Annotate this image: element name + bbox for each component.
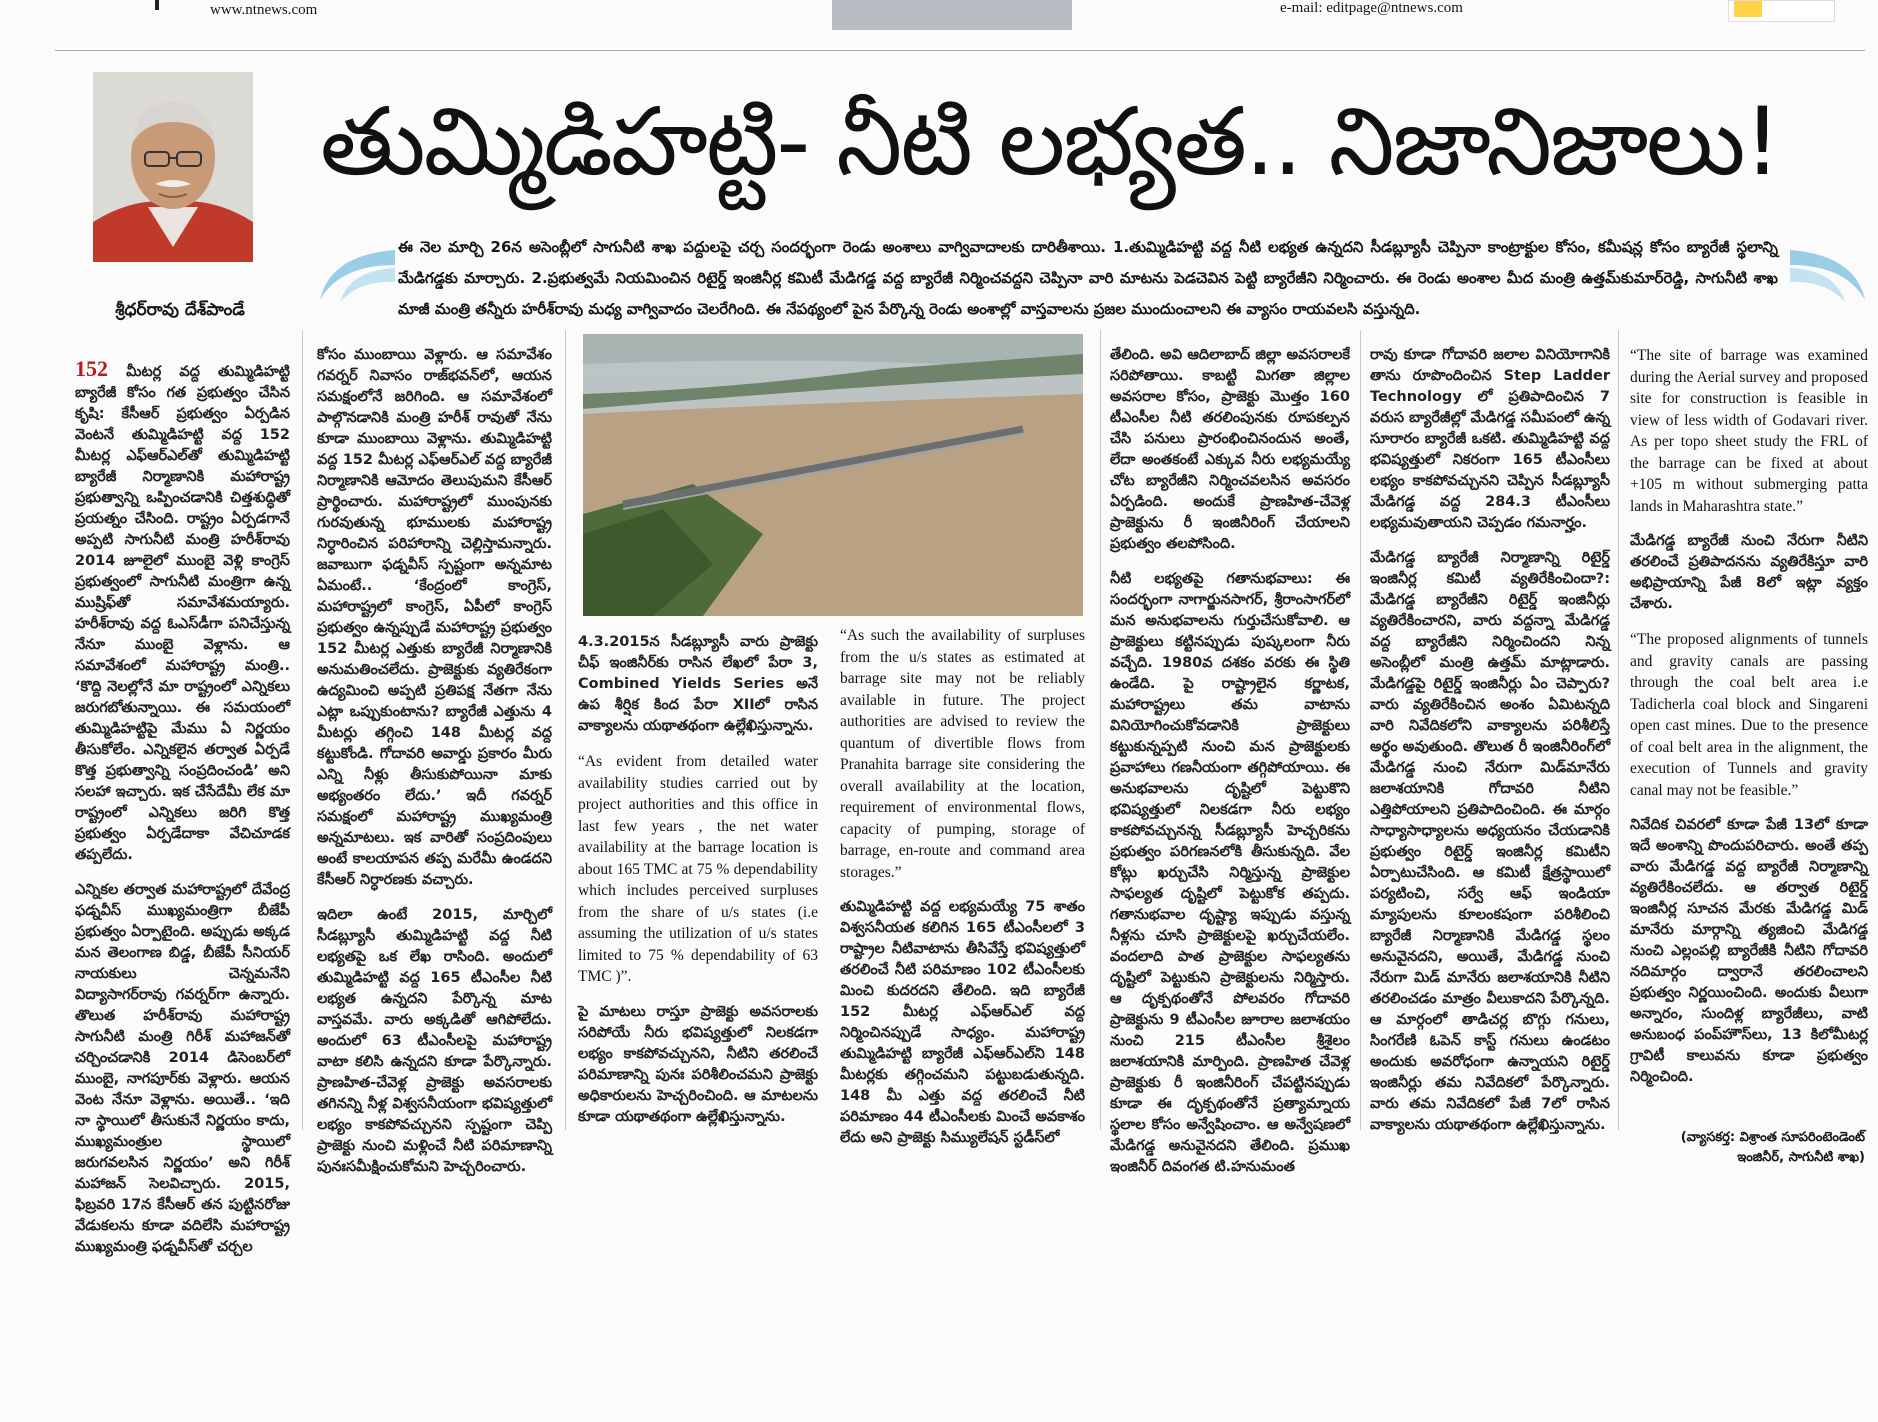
dropcap-number: 152 bbox=[75, 356, 108, 381]
article-intro: ఈ నెల మార్చి 26న అసెంబ్లీలో సాగునీటి శాఖ పద్దులపై చర్చ సందర్భంగా రెండు అంశాలు వాగ్వివాదాలకు దారితీశాయి. 1.తుమ్మిడిహట్టి వద్ద నీటి లభ్యత ఉన్నదని సీడబ్ల్యూసీ చెప్పినా కాంట్రాక్టుల కోసం, కమీషన్ల కోసం బ్యారేజీ స్థలాన్ని మేడిగడ్డకు మార్చారు. 2.ప్రభుత్వమే నియమించిన రిటైర్డ్ ఇంజినీర్ల కమిటీ మేడిగడ్డ వద్ద బ్యారేజీ నిర్మించవద్దని చెప్పినా వారి మాటను పెడచెవిన పెట్టి బ్యారేజీని నిర్మించారు. ఈ రెండు అంశాల మీద మంత్రి ఉత్తమ్‌కుమార్‌రెడ్డి, సాగునీటి శాఖ మాజీ మంత్రి తన్నీరు హరీశ్‌రావు మధ్య వాగ్వివాదం చెలరేగింది. ఈ నేపథ్యంలో పైన పేర్కొన్న రెండు అంశాల్లో వాస్తవాలను ప్రజల ముందుంచాలని ఈ వ్యాసం రాయవలసి వస్తున్నది. bbox=[398, 238, 1778, 318]
paragraph: తేలింది. అవి ఆదిలాబాద్ జిల్లా అవసరాలకే సరిపోతాయి. కాబట్టి మిగతా జిల్లాల అవసరాల కోసం, ప్రాజెక్టు మొత్తం 160 టీఎంసీల నీటి తరలింపునకు రూపకల్పన చేసి పనులు ప్రారంభించినందున అంతే, లేదా అంతకంటే ఎక్కువ నీరు లభ్యమయ్యే చోట బ్యారేజీని నిర్మించవలసిన అవసరం ఏర్పడింది. అందుకే ప్రాణహిత-చేవెళ్ల ప్రాజెక్టును రీ ఇంజినీరింగ్ చేయాలని ప్రభుత్వం తలపోసింది. bbox=[1110, 347, 1350, 552]
masthead-logo-box bbox=[1728, 0, 1835, 22]
column-rule bbox=[1618, 330, 1619, 1130]
quote-paragraph: “The site of barrage was examined during the Aerial survey and proposed site for construction is feasible in view of less width of Godavari river. As per topo sheet study the FRL of the barrage can be fixed at about +105 m without submerging patta lands in Maharashtra state.” bbox=[1630, 347, 1868, 515]
article-column-7 bbox=[1630, 345, 1868, 1120]
quote-paragraph: “As such the availability of surpluses from the u/s states as estimated at barrage site may not be reliably available in future. The project authorities are advised to review the quantum of divertible flows from Pranahita barrage site considering the overall availability at the location, requirement of environmental flows, capacity of pumping, storage of barrage, en-route and command area storages.” bbox=[840, 627, 1085, 881]
left-swoosh-icon bbox=[310, 240, 400, 310]
column-rule bbox=[302, 330, 303, 1130]
masthead-strip bbox=[0, 0, 1878, 30]
author-credit-line-1: (వ్యాసకర్త: విశ్రాంత సూపరింటెండెంట్ bbox=[1680, 1130, 1865, 1145]
logo-icon bbox=[1734, 1, 1762, 17]
paragraph: ఇదిలా ఉంటే 2015, మార్చిలో సీడబ్ల్యూసీ తుమ్మిడిహట్టి వద్ద నీటి లభ్యతపై ఒక లేఖ రాసింది. అందులో తుమ్మిడిహట్టి వద్ద 165 టీఎంసీల నీటి లభ్యత ఉన్నదని పేర్కొన్న మాట వాస్తవమే. వారు అక్కడితో ఆగిపోలేదు. అందులో 63 టీఎంసీలపై మహారాష్ట్ర వాటా కలిసి ఉన్నదని కూడా పేర్కొన్నారు. ప్రాణహిత-చేవెళ్ల ప్రాజెక్టు అవసరాలకు తగినన్ని నీళ్ల విశ్వసనీయంగా భవిష్యత్తులో లభ్యం కాకపోవచ్చునని స్పష్టంగా చెప్పి ప్రాజెక్టు నుంచి మళ్లించే నీటి పరిమాణాన్ని పునఃసమీక్షించుకోమని హెచ్చరించారు. bbox=[317, 907, 552, 1175]
article-column-5 bbox=[1110, 345, 1350, 1175]
article-column-2 bbox=[317, 345, 552, 1175]
author-credit-line-2: ఇంజినీర్, సాగునీటి శాఖ) bbox=[1737, 1150, 1865, 1165]
paragraph: పై మాటలు రాస్తూ ప్రాజెక్టు అవసరాలకు సరిపోయే నీరు భవిష్యత్తులో నిలకడగా లభ్యం కాకపోవచ్చునని, నీటిని తరలించే పరిమాణాన్ని పునః పరిశీలించమని ప్రాజెక్టు అధికారులను హెచ్చరించింది. ఆ మాటలను కూడా యథాతథంగా ఉల్లేఖిస్తున్నాను. bbox=[578, 1003, 818, 1125]
quote-paragraph: “As evident from detailed water availability studies carried out by project authorities and this office in last few years , the net water availability at the barrage location is about 165 TMC at 75 % dependability which includes perceived surpluses from the share of u/s states (i.e assuming the utilization of u/s states limited to 75 % dependability of 63 TMC )”. bbox=[578, 753, 818, 985]
article-column-3 bbox=[578, 632, 818, 1422]
column-rule bbox=[565, 330, 566, 1130]
article-column-4 bbox=[840, 625, 1085, 1415]
article-column-1 bbox=[75, 356, 290, 1255]
paragraph: తుమ్మిడిహట్టి వద్ద లభ్యమయ్యే 75 శాతం విశ్వసనీయత కలిగిన 165 టీఎంసీలలో 3 రాష్ట్రాల నీటివాటాను తీసివేస్తే భవిష్యత్తులో తరలించే నీటి పరిమాణం 102 టీఎంసీలకు మించి కుదరదని తేలింది. ఇది బ్యారేజీ 152 మీటర్ల ఎఫ్‌ఆర్‌ఎల్ వద్ద నిర్మించినప్పుడే సాధ్యం. మహారాష్ట్ర తుమ్మిడిహట్టి బ్యారేజీ ఎఫ్‌ఆర్‌ఎల్‌ని 148 మీటర్లకు తగ్గించమని పట్టుబడుతున్నది. 148 మీ ఎత్తు వద్ద తరలించే నీటి పరిమాణం 44 టీఎంసీలకు మించే అవకాశం లేదు అని ప్రాజెక్టు సిమ్యులేషన్ స్టడీస్‌లో bbox=[840, 899, 1085, 1146]
paragraph: 152 మీటర్ల వద్ద తుమ్మిడిహట్టి బ్యారేజీ కోసం గత ప్రభుత్వం చేసిన కృషి: కేసీఆర్ ప్రభుత్వం ఏర్పడిన వెంటనే తుమ్మిడిహట్టి వద్ద 152 మీటర్ల ఎఫ్‌ఆర్‌ఎల్‌తో తుమ్మిడిహట్టి బ్యారేజీ నిర్మాణానికి మహారాష్ట్ర ప్రభుత్వాన్ని ఒప్పించడానికి చిత్తశుద్ధితో ప్రయత్నం చేసింది. రాష్ట్రం ఏర్పడగానే అప్పటి సాగునీటి మంత్రి హరీశ్‌రావు 2014 జూలైలో ముంబై వెళ్లి కాంగ్రెస్ ప్రభుత్వంలో సాగునీటి మంత్రిగా ఉన్న ముష్రిఫ్‌తో సమావేశమయ్యారు. హరీశ్‌రావు వద్ద ఓఎస్‌డీగా పనిచేస్తున్న నేనూ ముంబై వెళ్లాను. ఆ సమావేశంలో మహారాష్ట్ర మంత్రి.. ‘కొద్ది నెలల్లోనే మా రాష్ట్రంలో ఎన్నికలు జరుగబోతున్నాయి. ఈ సమయంలో తుమ్మిడిహట్టిపై మేము ఏ నిర్ణయం తీసుకోలేం. ఎన్నికలైన తర్వాత ఏర్పడే కొత్త ప్రభుత్వాన్ని సంప్రదించండి’ అని సలహా ఇచ్చారు. ఇక చేసేదేమీ లేక మా రాష్ట్రంలో ఎన్నికలు జరిగి కొత్త ప్రభుత్వం ఏర్పడేదాకా వేచిచూడక తప్పలేదు. bbox=[75, 356, 290, 863]
barrage-photo bbox=[583, 334, 1083, 616]
column-rule bbox=[1360, 330, 1361, 1130]
column-rule bbox=[1100, 330, 1101, 1130]
author-name: శ్రీధర్‌రావు దేశ్‌పాండే bbox=[115, 300, 245, 320]
masthead-divider bbox=[155, 0, 159, 10]
paragraph: రావు కూడా గోదావరి జలాల వినియోగానికి తాను రూపొందించిన Step Ladder Technology లో ప్రతిపాదించిన 7 వరుస బ్యారేజీల్లో మేడిగడ్డ సమీపంలో ఉన్న సూరారం బ్యారేజీ ఒకటి. తుమ్మిడిహట్టి వద్ద భవిష్యత్తులో నికరంగా 165 టీఎంసీలు లభ్యం కాకపోవచ్చునని చెప్పిన సీడబ్ల్యూసీ మేడిగడ్డ వద్ద 284.3 టీఎంసీలు లభ్యమవుతాయని చెప్పడం గమనార్హం. bbox=[1370, 347, 1611, 531]
subheading: మేడిగడ్డ బ్యారేజీ నిర్మాణాన్ని రిటైర్డ్ ఇంజినీర్ల కమిటీ వ్యతిరేకించిందా?: bbox=[1370, 550, 1610, 587]
header-rule bbox=[55, 50, 1865, 51]
paragraph: మేడిగడ్డ బ్యారేజీ నుంచి నేరుగా నీటిని తరలించే ప్రతిపాదనను వ్యతిరేకిస్తూ వారి అభిప్రాయాన్ని పేజీ 8లో ఇట్లా వ్యక్తం చేశారు. bbox=[1630, 533, 1868, 612]
article-headline: తుమ్మిడిహట్టి- నీటి లభ్యత.. నిజానిజాలు! bbox=[320, 88, 1780, 197]
subheading: నీటి లభ్యతపై గతానుభవాలు: bbox=[1110, 571, 1313, 587]
article-column-6 bbox=[1370, 345, 1610, 1135]
paragraph: ఎన్నికల తర్వాత మహారాష్ట్రలో దేవేంద్ర ఫడ్నవీస్ ముఖ్యమంత్రిగా బీజేపీ ప్రభుత్వం ఏర్పాటైంది. అప్పుడు అక్కడ మన తెలంగాణ బిడ్డ, బీజేపీ సీనియర్ నాయకులు చెన్నమనేని విద్యాసాగర్‌రావు గవర్నర్‌గా ఉన్నారు. తొలుత హరీశ్‌రావు మహారాష్ట్ర సాగునీటి మంత్రి గిరీశ్ మహాజన్‌తో చర్చించడానికి 2014 డిసెంబర్‌లో ముంబై, నాగపూర్‌కు వెళ్లారు. ఆయన వెంట నేనూ వెళ్లాను. అయితే.. ‘ఇది నా స్థాయిలో తీసుకునే నిర్ణయం కాదు, ముఖ్యమంత్రుల స్థాయిలో జరుగవలసిన నిర్ణయం’ అని గిరీశ్ మహాజన్ సెలవిచ్చారు. 2015, ఫిబ్రవరి 17న కేసీఆర్ తన పుట్టినరోజు వేడుకలను కూడా వదిలేసి మహారాష్ట్ర ముఖ్యమంత్రి ఫడ్నవీస్‌తో చర్చల bbox=[75, 882, 290, 1255]
editpage-email[interactable]: e-mail: editpage@ntnews.com bbox=[1280, 0, 1463, 16]
site-url[interactable]: www.ntnews.com bbox=[210, 2, 318, 18]
paragraph: నీటి లభ్యతపై గతానుభవాలు: ఈ సందర్భంగా నాగార్జునసాగర్, శ్రీరాంసాగర్‌లో మన అనుభవాలను గుర్తుచేసుకోవాలి. ఆ ప్రాజెక్టులు కట్టినప్పుడు పుష్కలంగా నీరు వచ్చేది. 1980వ దశకం వరకు ఈ స్థితి ఉండేది. పై రాష్ట్రాలైన కర్ణాటక, మహారాష్ట్రలు తమ వాటాను వినియోగించుకోవడానికి ప్రాజెక్టులు కట్టుకున్నప్పటి నుంచి మన ప్రాజెక్టులకు ప్రవాహాలు గణనీయంగా తగ్గిపోయాయి. ఈ అనుభవాలను దృష్టిలో పెట్టుకొని భవిష్యత్తులో నిలకడగా నీరు లభ్యం కాకపోవచ్చునన్న సీడబ్ల్యూసీ హెచ్చరికను ప్రభుత్వం పరిగణనలోకి తీసుకున్నది. వేల కోట్లు ఖర్చుచేసి నిర్మిస్తున్న ప్రాజెక్టుల సాఫల్యత దృష్టిలో పెట్టుకోక తప్పదు. గతానుభవాల దృష్ట్యా ఇప్పుడు వస్తున్న నీళ్లను చూసి ప్రాజెక్టులపై ఖర్చుచేయలేం. వందలాది పాత ప్రాజెక్టుల సాఫల్యతను దృష్టిలో పెట్టుకుని ప్రాజెక్టులను నిర్మిస్తారు. ఆ దృక్పథంతోనే పోలవరం గోదావరి ప్రాజెక్టును 9 టీఎంసీల జూరాల జలాశయం నుంచి 215 టీఎంసీల శ్రీశైలం జలాశయానికి మార్పింది. ప్రాణహిత చేవెళ్ల ప్రాజెక్టుకు రీ ఇంజినీరింగ్ చేపట్టినప్పుడు కూడా ఈ దృక్పథంతోనే ప్రత్యామ్నాయ స్థలాల కోసం అన్వేషించాం. ఆ అన్వేషణలో మేడిగడ్డ అనువైనదని తేలింది. ప్రముఖ ఇంజినీర్ దివంగత టి.హనుమంత bbox=[1110, 571, 1350, 1175]
paragraph: మేడిగడ్డ బ్యారేజీ నిర్మాణాన్ని రిటైర్డ్ ఇంజినీర్ల కమిటీ వ్యతిరేకించిందా?: మేడిగడ్డ బ్యారేజీని రిటైర్డ్ ఇంజినీర్లు వ్యతిరేకించారని, వారు వద్దన్నా మేడిగడ్డ వద్ద బ్యారేజీని నిర్మించిందని నిన్న అసెంబ్లీలో మంత్రి ఉత్తమ్ మాట్లాడారు. మేడిగడ్డపై రిటైర్డ్ ఇంజినీర్లు ఏం చెప్పారు? వారు వ్యతిరేకించిన అంశం ఏమిటన్నది వారి నివేదికలోని వాక్యాలను పరిశీలిస్తే అర్థం అవుతుంది. తొలుత రీ ఇంజినీరింగ్‌లో మేడిగడ్డ నుంచి నేరుగా మిడ్‌మానేరు జలాశయానికి గోదావరి నీటిని ఎత్తిపోయాలని ప్రతిపాదించింది. ఈ మార్గం సాధ్యాసాధ్యాలను అధ్యయనం చేయడానికి ప్రభుత్వం రిటైర్డ్ ఇంజినీర్ల కమిటీని ఏర్పాటుచేసింది. ఆ కమిటీ క్షేత్రస్థాయిలో పర్యటించి, సర్వే ఆఫ్ ఇండియా మ్యాపులను కూలంకషంగా పరిశీలించి బ్యారేజీ నిర్మాణానికి మేడిగడ్డ స్థలం అనువైనదని, అయితే, మేడిగడ్డ నుంచి నేరుగా మిడ్ మానేరు జలాశయానికి నీటిని తరలించడం మాత్రం వీలుకాదని పేర్కొన్నది. ఆ మార్గంలో తాడిచర్ల బొగ్గు గనులు, సింగరేణి ఓపెన్ కాస్ట్ గనులు ఉండటం అందుకు అవరోధంగా ఉన్నాయని రిటైర్డ్ ఇంజినీర్లు తమ నివేదికలో పేర్కొన్నారు. వారు తమ నివేదికలో పేజీ 7లో రాసిన వాక్యాలను యథాతథంగా ఉల్లేఖిస్తున్నాను. bbox=[1370, 550, 1610, 1133]
author-photo bbox=[93, 72, 253, 262]
paragraph: 4.3.2015న సీడబ్ల్యూసీ వారు ప్రాజెక్టు చీఫ్ ఇంజినీర్‌కు రాసిన లేఖలో పేరా 3, Combined Yields Series అనే ఉప శీర్షిక కింద పేరా XIIలో రాసిన వాక్యాలను యథాతథంగా ఉల్లేఖిస్తున్నాను. bbox=[578, 634, 818, 734]
paragraph: నివేదిక చివరలో కూడా పేజీ 13లో కూడా ఇదే అంశాన్ని పొందుపరిచారు. అంతే తప్ప వారు మేడిగడ్డ వద్ద బ్యారేజీ నిర్మాణాన్ని వ్యతిరేకించలేదు. ఆ తర్వాత రిటైర్డ్ ఇంజినీర్ల సూచన మేరకు మేడిగడ్డ మిడ్ మానేరు మార్గాన్ని త్యజించి మేడిగడ్డ నుంచి ఎల్లంపల్లి బ్యారేజీకి నీటిని గోదావరి నదిమార్గం ద్వారానే తరలించాలని ప్రభుత్వం నిర్ణయించింది. అందుకు వీలుగా అన్నారం, సుందిళ్ల బ్యారేజీలు, వాటి అనుబంధ పంప్‌హౌస్‌లు, 13 కిలోమీటర్ల గ్రావిటీ కాలువను కూడా ప్రభుత్వం నిర్మించింది. bbox=[1630, 817, 1868, 1085]
masthead-grey-block bbox=[832, 0, 1072, 30]
paragraph: కోసం ముంబాయి వెళ్లారు. ఆ సమావేశం గవర్నర్ నివాసం రాజ్‌భవన్‌లో, ఆయన సమక్షంలోనే జరిగింది. ఆ సమావేశంలో పాల్గొనడానికి మంత్రి హరీశ్ రావుతో నేను కూడా ముంబాయి వెళ్లాను. తుమ్మిడిహట్టి వద్ద 152 మీటర్ల ఎఫ్‌ఆర్‌ఎల్ వద్ద బ్యారేజీ నిర్మాణానికి ఆమోదం తెలుపుమని కేసీఆర్ ప్రార్థించారు. మహారాష్ట్రలో ముంపునకు గురవుతున్న భూములకు మహారాష్ట్ర నిర్ధారించిన పరిహారాన్ని చెల్లిస్తామన్నారు. జవాబుగా ఫడ్నవీస్ స్పష్టంగా అన్నమాట ఏమంటే.. ‘కేంద్రంలో కాంగ్రెస్, మహారాష్ట్రలో కాంగ్రెస్, ఏపీలో కాంగ్రెస్ ప్రభుత్వం ఉన్నప్పుడే మహారాష్ట్ర ప్రభుత్వం 152 మీటర్ల ఎత్తుకు బ్యారేజీ నిర్మాణానికి అనుమతించలేదు. ప్రాజెక్టుకు వ్యతిరేకంగా ఉద్యమించి అప్పటి ప్రతిపక్ష నేతగా నేను ఎట్లా ఒప్పుకుంటాను? బ్యారేజీ ఎత్తును 4 మీటర్లు తగ్గించి 148 మీటర్ల వద్ద కట్టుకోండి. గోదావరి అవార్డు ప్రకారం మీరు ఎన్ని నీళ్లు తీసుకుపోయినా మాకు అభ్యంతరం లేదు.’ ఇదీ గవర్నర్ సమక్షంలో మహారాష్ట్ర ముఖ్యమంత్రి అన్నమాటలు. ఇక వారితో సంప్రదింపులు అంటే కాలయాపన తప్ప మరేమీ ఉండదని కేసీఆర్ నిర్ధారణకు వచ్చారు. bbox=[317, 347, 552, 888]
quote-paragraph: “The proposed alignments of tunnels and gravity canals are passing through the coal belt area i.e Tadicherla coal block and Singareni open cast mines. Due to the presence of coal belt area in the alignment, the execution of Tunnels and gravity canal may not be feasible.” bbox=[1630, 631, 1868, 799]
right-swoosh-icon bbox=[1785, 240, 1875, 310]
